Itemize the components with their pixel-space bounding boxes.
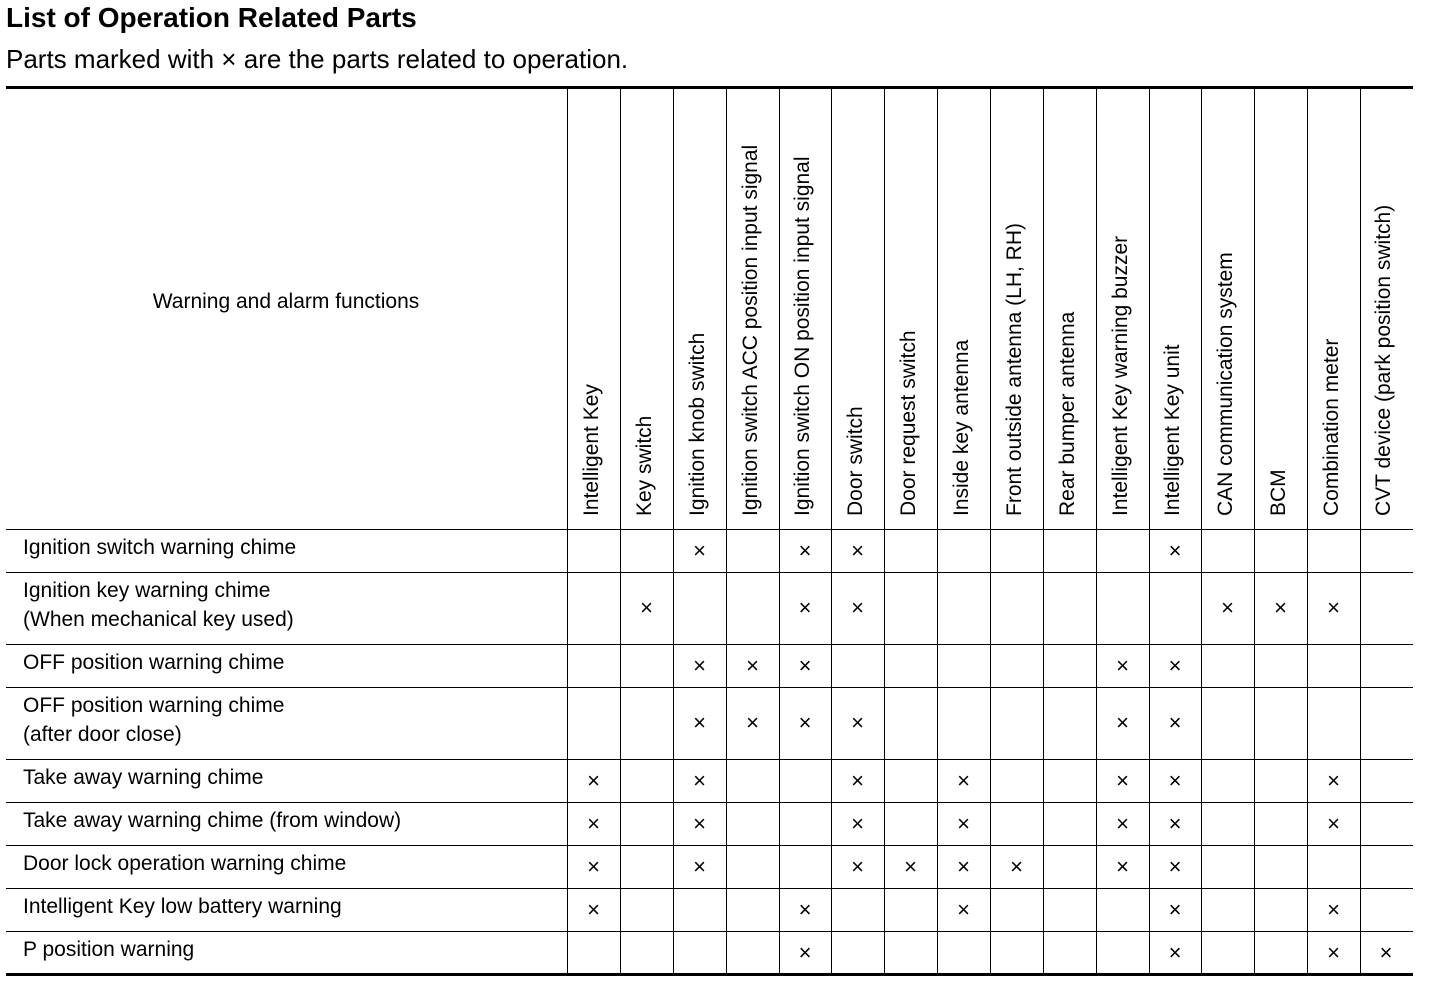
- mark-x: ×: [957, 896, 970, 922]
- row-label-line: Take away warning chime (from window): [23, 809, 402, 832]
- mark-x: ×: [851, 595, 864, 620]
- column-divider: [831, 86, 832, 974]
- column-divider: [1043, 86, 1044, 974]
- mark-x: ×: [1327, 767, 1340, 793]
- mark-x: ×: [1168, 896, 1182, 922]
- column-header: Intelligent Key: [579, 384, 603, 516]
- mark-x: ×: [904, 853, 917, 879]
- mark-x: ×: [957, 767, 970, 793]
- mark-x: ×: [640, 595, 653, 620]
- mark-x: ×: [1168, 710, 1182, 735]
- mark-x: ×: [1168, 652, 1182, 678]
- mark-x: ×: [1221, 595, 1234, 620]
- mark-x: ×: [693, 810, 706, 836]
- column-divider: [1149, 86, 1150, 974]
- mark-x: ×: [1168, 939, 1182, 965]
- mark-x: ×: [693, 537, 706, 563]
- mark-x: ×: [798, 652, 812, 678]
- row-label: [23, 892, 342, 921]
- row-label-line: Door lock operation warning chime: [23, 852, 347, 875]
- mark-x: ×: [1116, 710, 1129, 735]
- header-warning-functions: Warning and alarm functions: [152, 290, 420, 313]
- mark-x: ×: [1168, 767, 1182, 793]
- column-divider: [1307, 86, 1308, 974]
- column-divider: [1254, 86, 1255, 974]
- mark-x: ×: [693, 652, 706, 678]
- row-label: [23, 763, 263, 792]
- column-divider: [884, 86, 885, 974]
- row-label-line: OFF position warning chime: [23, 651, 285, 674]
- mark-x: ×: [693, 767, 706, 793]
- mark-x: ×: [746, 710, 759, 735]
- mark-x: ×: [587, 896, 600, 922]
- mark-x: ×: [851, 767, 864, 793]
- row-label-line: Ignition key warning chime: [23, 579, 271, 602]
- mark-x: ×: [957, 810, 970, 836]
- mark-x: ×: [798, 537, 812, 563]
- row-label: [23, 935, 194, 964]
- row-label-line: OFF position warning chime: [23, 694, 285, 717]
- column-divider: [620, 86, 621, 974]
- column-divider: [779, 86, 780, 974]
- column-header: Key switch: [632, 415, 656, 516]
- row-label: [23, 806, 401, 835]
- row-label: [23, 691, 284, 749]
- mark-x: ×: [1010, 853, 1023, 879]
- mark-x: ×: [587, 810, 600, 836]
- mark-x: ×: [851, 853, 864, 879]
- column-header: Inside key antenna: [949, 339, 973, 516]
- row-label-line: Ignition switch warning chime: [23, 536, 297, 559]
- row-label: [23, 648, 284, 677]
- mark-x: ×: [1327, 810, 1340, 836]
- mark-x: ×: [746, 652, 759, 678]
- mark-x: ×: [1168, 853, 1182, 879]
- mark-x: ×: [1116, 810, 1129, 836]
- column-header: Ignition knob switch: [685, 332, 709, 516]
- mark-x: ×: [1116, 853, 1129, 879]
- mark-x: ×: [693, 853, 706, 879]
- mark-x: ×: [1116, 652, 1129, 678]
- row-label-line: Take away warning chime: [23, 766, 264, 789]
- column-divider: [1360, 86, 1361, 974]
- column-header: Ignition switch ACC position input signal: [738, 144, 762, 516]
- column-divider: [1201, 86, 1202, 974]
- mark-x: ×: [1379, 939, 1393, 965]
- mark-x: ×: [798, 595, 812, 620]
- row-label: [23, 533, 296, 562]
- column-divider: [1096, 86, 1097, 974]
- column-header: Rear bumper antenna: [1055, 311, 1079, 516]
- mark-x: ×: [798, 710, 812, 735]
- mark-x: ×: [957, 853, 970, 879]
- column-header: Door request switch: [896, 330, 920, 516]
- mark-x: ×: [693, 710, 706, 735]
- column-divider: [673, 86, 674, 974]
- page-subtitle: Parts marked with × are the parts related to operation.: [6, 44, 629, 74]
- column-divider: [990, 86, 991, 974]
- mark-x: ×: [1168, 537, 1182, 563]
- column-header: BCM: [1266, 469, 1290, 516]
- row-label: [23, 849, 346, 878]
- column-divider: [726, 86, 727, 974]
- column-header: Door switch: [843, 406, 867, 516]
- column-header: Intelligent Key warning buzzer: [1108, 235, 1132, 516]
- column-header: Intelligent Key unit: [1161, 344, 1184, 516]
- mark-x: ×: [587, 767, 600, 793]
- mark-x: ×: [1168, 810, 1182, 836]
- mark-x: ×: [851, 710, 864, 735]
- column-divider: [567, 86, 568, 974]
- column-header: Front outside antenna (LH, RH): [1002, 223, 1026, 516]
- row-label-line: P position warning: [23, 938, 195, 961]
- mark-x: ×: [1116, 767, 1129, 793]
- column-divider: [937, 86, 938, 974]
- mark-x: ×: [851, 537, 864, 563]
- page-title: List of Operation Related Parts: [6, 2, 417, 33]
- mark-x: ×: [587, 853, 600, 879]
- mark-x: ×: [1327, 896, 1340, 922]
- mark-x: ×: [1327, 595, 1340, 620]
- mark-x: ×: [798, 896, 812, 922]
- row-label-line: (When mechanical key used): [23, 608, 294, 631]
- column-header: CVT device (park position switch): [1372, 204, 1395, 516]
- column-header: Combination meter: [1319, 338, 1343, 516]
- column-header: Ignition switch ON position input signal: [791, 156, 814, 516]
- mark-x: ×: [1274, 595, 1287, 620]
- row-label-line: Intelligent Key low battery warning: [23, 895, 342, 918]
- row-label: [23, 576, 294, 634]
- column-header: CAN communication system: [1213, 252, 1237, 516]
- mark-x: ×: [851, 810, 864, 836]
- row-label-line: (after door close): [23, 723, 182, 746]
- mark-x: ×: [798, 939, 812, 965]
- mark-x: ×: [1327, 939, 1340, 965]
